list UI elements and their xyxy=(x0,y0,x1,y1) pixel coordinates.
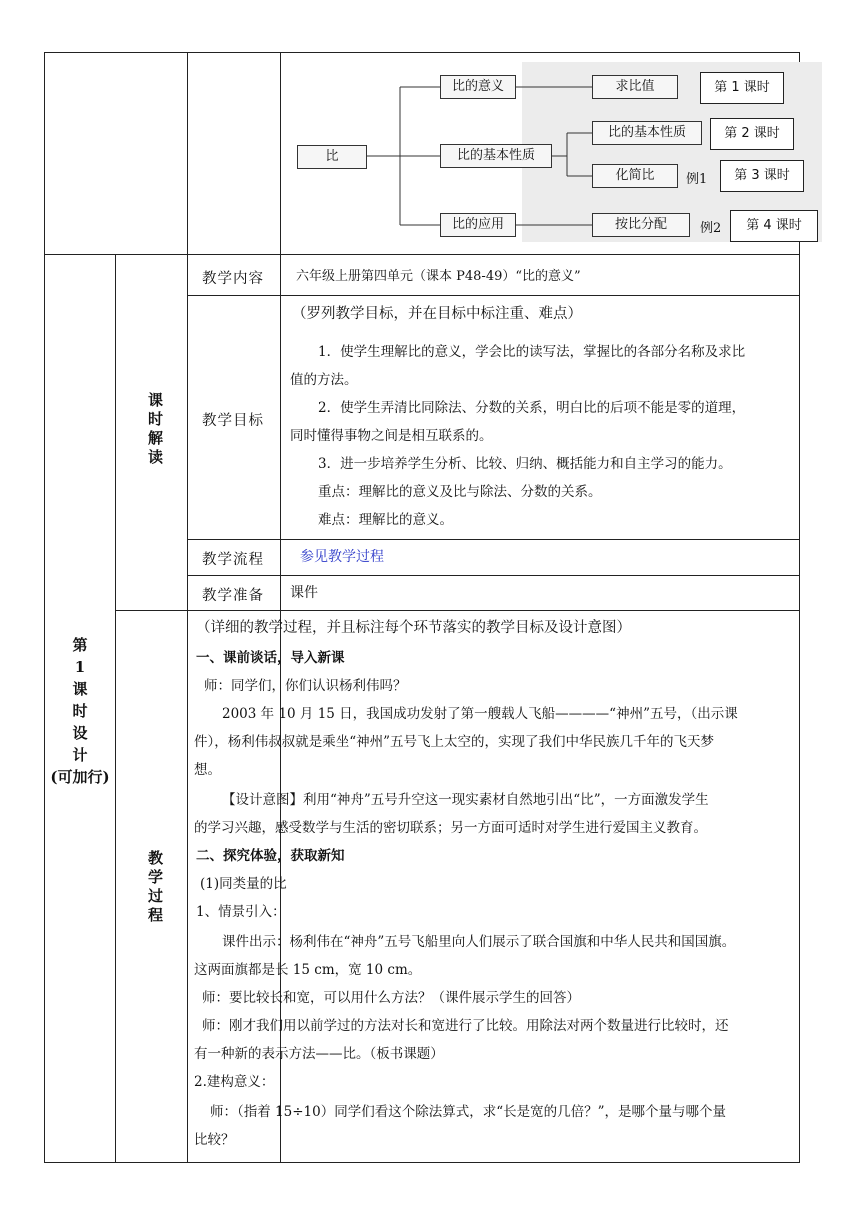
goals-instruction: （罗列教学目标，并在目标中标注重、难点） xyxy=(292,306,582,322)
section-teaching-process: 教学过程 xyxy=(146,850,164,926)
label-teaching-prep: 教学准备 xyxy=(202,588,264,604)
lesson-tag-2: 第 2 课时 xyxy=(710,118,794,150)
process-step: 2.建构意义： xyxy=(194,1074,275,1090)
teaching-flow-link[interactable]: 参见教学过程 xyxy=(300,549,384,565)
process-subheading: (1)同类量的比 xyxy=(200,876,287,892)
divider xyxy=(115,610,800,611)
diagram-branch-property: 比的基本性质 xyxy=(440,144,552,168)
divider xyxy=(115,254,116,1163)
process-heading-1: 一、课前谈话，导入新课 xyxy=(196,650,345,666)
goal-line: 1．使学生理解比的意义，学会比的读写法，掌握比的各部分名称及求比 xyxy=(318,344,746,360)
process-line: 比较？ xyxy=(194,1132,235,1148)
divider xyxy=(187,52,188,254)
teaching-prep-value: 课件 xyxy=(290,585,318,601)
process-line: 件），杨利伟叔叔就是乘坐“神州”五号飞上太空的，实现了我们中华民族几千年的飞天梦 xyxy=(194,734,715,750)
divider xyxy=(44,254,800,255)
key-point: 重点：理解比的意义及比与除法、分数的关系。 xyxy=(318,484,602,500)
process-line: 2003 年 10 月 15 日，我国成功发射了第一艘载人飞船————“神州”五号，（出示课 xyxy=(222,706,738,722)
label-teaching-goals: 教学目标 xyxy=(202,413,264,429)
goal-line: 2．使学生弄清比同除法、分数的关系，明白比的后项不能是零的道理， xyxy=(318,400,746,416)
goal-line: 3．进一步培养学生分析、比较、归纳、概括能力和自主学习的能力。 xyxy=(318,456,732,472)
process-heading-2: 二、探究体验，获取新知 xyxy=(196,848,345,864)
divider xyxy=(187,539,800,540)
divider xyxy=(187,575,800,576)
process-line: 师：（指着 15÷10）同学们看这个除法算式，求“长是宽的几倍？”，是哪个量与哪个量 xyxy=(210,1104,727,1120)
diagram-example-2: 例2 xyxy=(700,221,722,236)
lesson-design-label: 第 1 课 时 设 计 xyxy=(72,636,88,764)
lesson-tag-3: 第 3 课时 xyxy=(720,160,804,192)
diagram-branch-meaning: 比的意义 xyxy=(440,75,516,99)
process-line: 有一种新的表示方法——比。（板书课题） xyxy=(194,1046,444,1062)
process-step: 1、情景引入： xyxy=(196,904,286,920)
process-line: 想。 xyxy=(194,762,221,778)
add-row-note: (可加行) xyxy=(50,768,110,786)
lesson-tag-4: 第 4 课时 xyxy=(730,210,818,242)
divider xyxy=(187,295,800,296)
goal-line: 值的方法。 xyxy=(290,372,358,388)
difficult-point: 难点：理解比的意义。 xyxy=(318,512,453,528)
label-teaching-flow: 教学流程 xyxy=(202,552,264,568)
diagram-simplify: 化简比 xyxy=(592,164,678,188)
diagram-distribute: 按比分配 xyxy=(592,213,690,237)
diagram-basic-property: 比的基本性质 xyxy=(592,121,702,145)
lesson-plan-table xyxy=(44,52,800,1163)
lesson-tag-1: 第 1 课时 xyxy=(700,72,784,104)
teaching-content-value: 六年级上册第四单元（课本 P48-49）“比的意义” xyxy=(296,269,581,284)
diagram-branch-application: 比的应用 xyxy=(440,213,516,237)
goal-line: 同时懂得事物之间是相互联系的。 xyxy=(290,428,493,444)
design-intent: 【设计意图】利用“神舟”五号升空这一现实素材自然地引出“比”，一方面激发学生 xyxy=(222,792,709,808)
diagram-root: 比 xyxy=(297,145,367,169)
diagram-example-1: 例1 xyxy=(686,172,708,187)
section-lesson-reading: 课时解读 xyxy=(146,392,164,468)
process-line: 师：刚才我们用以前学过的方法对长和宽进行了比较。用除法对两个数量进行比较时，还 xyxy=(202,1018,729,1034)
concept-diagram xyxy=(280,52,800,254)
label-teaching-content: 教学内容 xyxy=(202,271,264,287)
process-line: 师：同学们，你们认识杨利伟吗？ xyxy=(204,678,407,694)
process-line: 课件出示：杨利伟在“神舟”五号飞船里向人们展示了联合国旗和中华人民共和国国旗。 xyxy=(222,934,736,950)
process-line: 这两面旗都是长 15 cm，宽 10 cm。 xyxy=(194,962,422,978)
process-line: 的学习兴趣，感受数学与生活的密切联系；另一方面可适时对学生进行爱国主义教育。 xyxy=(194,820,707,836)
process-instruction: （详细的教学过程，并且标注每个环节落实的教学目标及设计意图） xyxy=(196,620,631,636)
diagram-ratio-value: 求比值 xyxy=(592,75,678,99)
process-line: 师：要比较长和宽，可以用什么方法？（课件展示学生的回答） xyxy=(202,990,580,1006)
divider xyxy=(187,254,188,1163)
